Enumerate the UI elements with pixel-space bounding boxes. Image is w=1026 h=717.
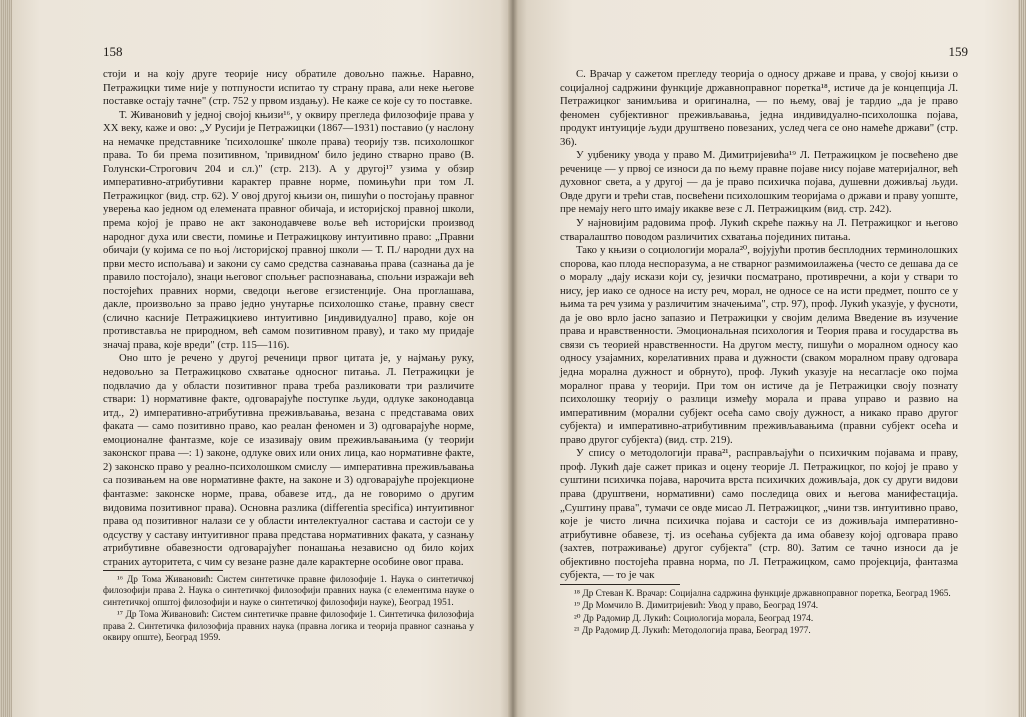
- page-edge-left: [0, 0, 12, 717]
- page-edge-right: [1018, 0, 1026, 717]
- paragraph: У уџбенику увода у право М. Димитријевића¹⁹ Л. Петражицком је посвећено две реченице — у првој се износи да по њему правне појаве нису појаве материјалног, већ духовног света, а у другој — да је право психичка појава, душевни доживљај људи. Овде други и трећи став, посвећени психолошким теоријама о држави и праву уопште, пре немају него што имају икакве везе с Л. Петражицким (вид. стр. 242).: [560, 149, 958, 216]
- footnote-rule: [560, 584, 680, 585]
- paragraph: У спису о методологији права²¹, расправљајући о психичким појавама и праву, проф. Лукић даје сажет приказ и оцену теорије Л. Петражицког, по којој је право у суштини психичка појава, нарочита врста психичких доживљаја, док су други видови права (друштвени, нормативни) само последица ових и његова манифестација. „Суштину права", тумачи се овде мисао Л. Петражицког, „чини тзв. интуитивно право, које је чисто лична психичка појава и састоји се из доживљаја императивно-атрибутивне обавезе, тј. из осећања субјекта да има обавезу којој одговара право (захтев, потраживање) другог субјекта" (стр. 80). Затим се тачно износи да је објективно постојећа правна норма, по Л. Петражицком, само пројекција, фантазма субјекта, — то је чак: [560, 447, 958, 582]
- left-footnotes: [103, 575, 474, 645]
- paragraph: С. Врачар у сажетом прегледу теорија о односу државе и права, у својој књизи о социјалној садржини функције државноправног поретка¹⁸, истиче да је концепција Л. Петражицког занимљива и оригинална, — по њему, овај је тардио „да је право феномен субјективног преживљавања, једна индивидуално-психолошка појава, продукт интуиције људи друштвено повезаних, услед чега се оно намеће држави" (стр. 36).: [560, 68, 958, 148]
- paragraph: Тако у књизи о социологији морала²⁰, војујући против бесплодних терминолошких спорова, као плода неспоразума, а не стварног размимоилажења (често се дешава да се о моралу „дају искази који су, језички посматрано, противречни, а који у ствари то нису, јер иако се односе на исту реч, морал, не односе се на исти предмет, пошто се у њима та реч узима у различитим значењима", стр. 97), проф. Лукић указује, у фусноти, да је ово врло јасно запазио и Петражицки у својим делима Введение въ изучение права и нравственности. Эмоциональная психология и Теория права и государства въ связи съ теорией нравственности. На другом месту, пишући о моралном односу као односу узајамних, корелативних права и дужности (сваком моралном праву одговара једна морална дужност и обрнуто), проф. Лукић указује на несагласје око појма моралног права у теорији. При том он истиче да је Петражицки своју познату психолошку теорију о разлици између морала и права управо и развио на императивним (морални субјект осећа само своју дужност, а никако право другог субјекта) и императивно-атрибутивним преживљавањима (правни субјект осећа и право другог субјекта) (вид. стр. 219).: [560, 244, 958, 446]
- footnote: ¹⁹ Др Момчило В. Димитријевић: Увод у право, Београд 1974.: [574, 601, 819, 612]
- page-number-left: 158: [103, 44, 123, 59]
- footnote: ²¹ Др Радомир Д. Лукић: Методологија права, Београд 1977.: [574, 626, 811, 637]
- book-gutter: [508, 0, 518, 717]
- footnote-rule: [103, 570, 223, 571]
- left-body-text: [103, 68, 474, 569]
- right-page: [513, 0, 1026, 717]
- footnote: ²⁰ Др Радомир Д. Лукић: Социологија морала, Београд 1974.: [574, 613, 814, 624]
- right-footnotes: [560, 589, 958, 639]
- footnote: ¹⁸ Др Стеван К. Врачар: Социјална садржина функције државноправног поретка, Београд 1965.: [574, 589, 951, 599]
- paragraph: У најновијим радовима проф. Лукић скреће пажњу на Л. Петражицког и његово стваралаштво поводом различитих схватања појединих питања.: [560, 217, 958, 243]
- paragraph: Т. Живановић у једној својој књизи¹⁶, у оквиру прегледа филозофије права у XX веку, каже и ово: „У Русији је Петражицки (1867—1931) поставио (у наслону на немачке представнике 'психолошке' школе права) теорију тзв. психолошког права. То би према позитивном, 'привидном' било једино стварно право (В. Голунски-Строгович 204 и сл.)" (стр. 213). А у другој¹⁷ узима у обзир императивно-атрибутивни карактер правне норме, помињући при том Л. Петражицког (вид. стр. 62). У овој другој књизи он, пишући о постојању правног уверења као једном од елемената правног обичаја, и историјској правној школи, према којој је право не акт законодавчеве воље већ историјски производ народног духа или свести, помиње и Петражицкову интуитивно право: „Правни обичаји (у којима се по њој /историјској правној школи — Т. П./ народни дух на први место испољава) и закони су само средства сазнавања права (сазнања да је правило постојало), знаци његовог спољњег распознавања, спољни изражаји већ постојећих правних норми, сведоци његове егзистенције. Она проглашава, дакле, произвољно за право једно унутарње психолошко стање, правну свест (слично касније Петражицкиево интуитивно [индивидуално] право, које он противставља не природном, већ самом позитивном праву), и тако му придаје значај права, које вреди" (стр. 115—116).: [103, 108, 475, 351]
- paragraph: Оно што је речено у другој реченици првог цитата је, у најмању руку, недовољно за Петражицково схватање односног питања. Л. Петражицки је подвлачио да у области позитивног права треба разликовати три различите ствари: 1) нормативне факте, одговарајуће поступке људи, одлуке законодавца итд., 2) императивно-атрибутивна преживљавања, везана с представама ових факата — само позитивно право, као реалан феномен и 3) одговарајуће норме, емоционалне фантазме, које се изазивају овим преживљавањима (у теорији законског права —: 1) законе, одлуке ових или оних лица, као нормативне факте, 2) законско право у реално-психолошком смислу — императивна преживљавања са позивањем на ове нормативне факте, на законе и 3) одговарајуће пројекционе фантазме: законске норме, права, обавезе итд., да не говоримо о другим видовима позитивног права). Основна разлика (differentia specifica) интуитивног права од позитивног налази се у области интелектуалног састава и састоји се у одсуству у саставу интуитивног права представа нормативних факата, у сазнању атрибутивне обавезности одговарајућег понашања независно од било којих страних ауторитета, с чим су везане разне дале карактерне особине овог права.: [103, 352, 474, 568]
- page-number-right: 159: [948, 44, 968, 59]
- footnote: ¹⁶ Др Тома Живановић: Систем синтетичке правне филозофије 1. Наука о синтетичкој филозофији права 2. Наука о синтетичкој филозофији правних наука (с елементима науке о синтетичкој општој филозофији и науке о синтетичкој филозофији науке), Београд 1951.: [103, 575, 474, 608]
- paragraph: стоји и на коју друге теорије нису обратиле довољно пажње. Наравно, Петражицки тиме није у потпуности испитао ту страну права, али неке његове поставке остају тачне" (стр. 752 у првом издању). Не каже се које су то поставке.: [103, 68, 474, 108]
- footnote: ¹⁷ Др Тома Живановић: Систем синтетичке правне филозофије 1. Синтетичка филозофија права 2. Синтетичка филозофија правних наука (правна логика и теорија правног сазнања у оквиру опште), Београд 1959.: [103, 610, 474, 644]
- right-body-text: [560, 68, 958, 583]
